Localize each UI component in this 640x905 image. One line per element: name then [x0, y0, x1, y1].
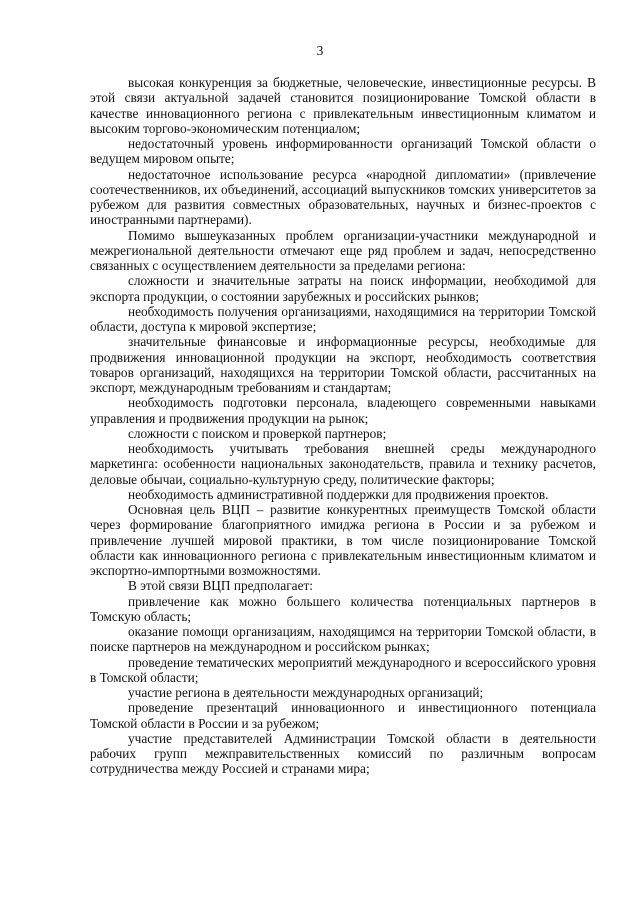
paragraph-7: значительные финансовые и информационные ресурсы, необходимые для продвижения инновационной продукции на экспорт, необходимость соответствия товаров организаций, находящихся на территории Томской области, рассчитанных на экспорт, международным требованиям и стандартам; [90, 334, 596, 395]
paragraph-8: необходимость подготовки персонала, владеющего современными навыками управления и продвижения продукции на рынок; [90, 395, 596, 426]
paragraph-14: привлечение как можно большего количества потенциальных партнеров в Томскую область; [90, 593, 596, 624]
paragraph-1: высокая конкуренция за бюджетные, человеческие, инвестиционные ресурсы. В этой связи актуальной задачей становится позиционирование Томской области в качестве инновационного региона с привлекательным инвестиционным климатом и высоким торгово-экономическим потенциалом; [90, 75, 596, 136]
paragraph-12: Основная цель ВЦП – развитие конкурентных преимуществ Томской области через формирование благоприятного имиджа региона в России и за рубежом и привлечение лучшей мировой практики, в том числе позиционирование Томской области как инновационного региона с привлекательным инвестиционным климатом и экспортно-импортными возможностями. [90, 502, 596, 578]
paragraph-6: необходимость получения организациями, находящимися на территории Томской области, доступа к мировой экспертизе; [90, 303, 596, 334]
paragraph-5: сложности и значительные затраты на поиск информации, необходимой для экспорта продукции, о состоянии зарубежных и российских рынков; [90, 273, 596, 304]
paragraph-16: проведение тематических мероприятий международного и всероссийского уровня в Томской области; [90, 654, 596, 685]
paragraph-11: необходимость административной поддержки для продвижения проектов. [128, 486, 549, 502]
paragraph-3: недостаточное использование ресурса «народной дипломатии» (привлечение соотечественников, их объединений, ассоциаций выпускников томских университетов за рубежом для развития совместных образовательных, научных и бизнес-проектов с иностранными партнерами). [90, 166, 596, 228]
page-number: 3 [316, 43, 324, 58]
body-text [90, 75, 596, 777]
paragraph-17: участие региона в деятельности международных организаций; [128, 685, 484, 700]
paragraph-4: Помимо вышеуказанных проблем организации-участники международной и межрегиональной деятельности отмечают еще ряд проблем и задач, непосредственно связанных с осуществлением деятельности за пределами региона: [90, 227, 596, 273]
paragraph-9: сложности с поиском и проверкой партнеров; [128, 425, 387, 441]
paragraph-10: необходимость учитывать требования внешней среды международного маркетинга: особенности национальных законодательств, правила и технику расчетов, деловые обычаи, социально-культурную среду, политические факторы; [90, 441, 596, 487]
paragraph-2: недостаточный уровень информированности организаций Томской области о ведущем мировом опыте; [90, 136, 596, 167]
paragraph-15: оказание помощи организациям, находящимся на территории Томской области, в поиске партнеров на международном и российском рынках; [90, 624, 596, 655]
paragraph-19: участие представителей Администрации Томской области в деятельности рабочих групп межправительственных комиссий по различным вопросам сотрудничества между Россией и странами мира; [90, 730, 596, 777]
paragraph-13: В этой связи ВЦП предполагает: [128, 578, 313, 594]
paragraph-18: проведение презентаций инновационного и инвестиционного потенциала Томской области в России и за рубежом; [90, 700, 596, 731]
